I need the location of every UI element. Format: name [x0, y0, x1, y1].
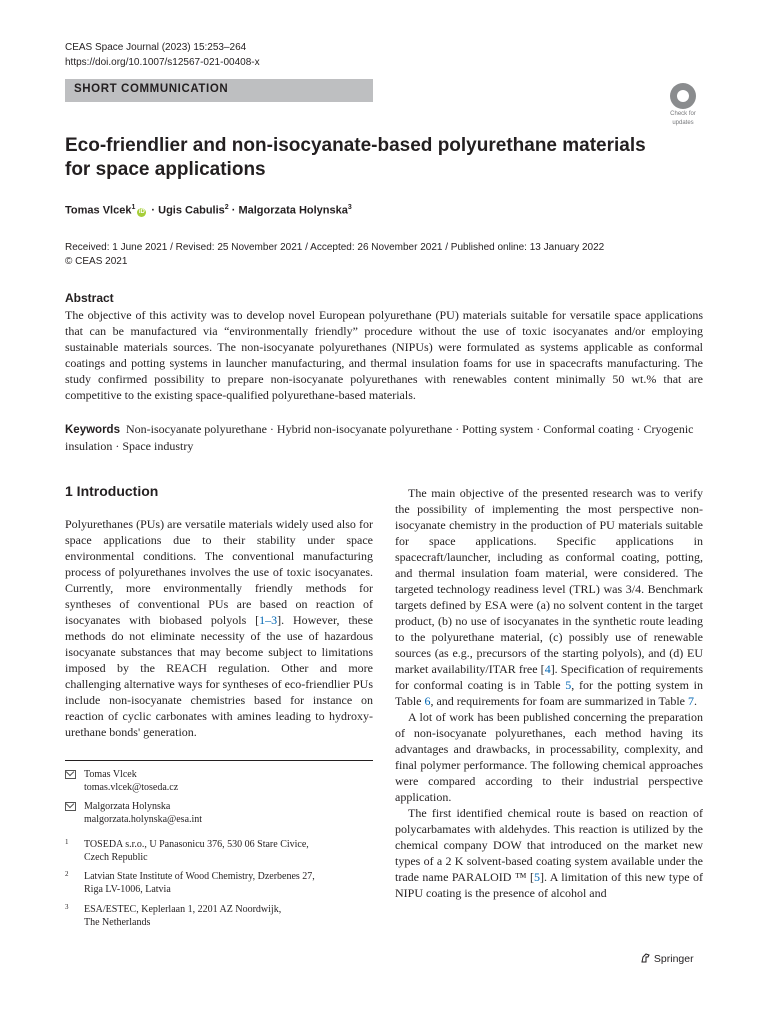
table-link[interactable]: 7	[688, 694, 694, 708]
contact-email[interactable]: tomas.vlcek@toseda.cz	[84, 782, 179, 793]
keywords	[65, 421, 703, 454]
orcid-icon[interactable]: iD	[138, 208, 145, 215]
citation-link[interactable]: 5	[534, 870, 541, 884]
abstract-text: The objective of this activity was to develop novel European polyurethane (PU) materials suitable for versatile space applications that can be manufactured via “environmentally friendly” procedure without the use of toxic isocyanates and/or employing sustainable materials sources. The non-isocyanate polyurethanes (NIPUs) were formulated as systems applicable as conformal coatings and potting systems in launcher manufacturing, and thermal insulation foams for use in spacecrafts manufacturing. The study confirmed possibility to prepare non-isocyanate polyurethanes with renewables content minimally 50 wt.% that are competitive to the existing space-qualified polyurethane-based materials.	[65, 308, 703, 402]
citation-link[interactable]: 1–3	[259, 613, 278, 627]
check-updates-icon	[670, 83, 696, 109]
author-holynska[interactable]: Malgorzata Holynska	[238, 204, 348, 217]
envelope-icon	[65, 802, 76, 811]
doi-link[interactable]: https://doi.org/10.1007/s12567-021-00408-x	[65, 57, 260, 68]
intro-paragraph-left: Polyurethanes (PUs) are versatile materials widely used also for space applications due to their stability under space environmental conditions. The conventional manufacturing process of polyurethanes involves the use of toxic isocyanates. Currently, more environmentally friendly methods for syntheses of conventional PUs are based on reaction of isocyanates with biobased polyols [1–3]. However, these methods do not eliminate necessity of the use of hazardous isocyanate substances that may become subject to limitations imposed by the REACH regulation. Other and more challenging alternative ways for syntheses of eco-friendlier PUs include non-isocyanate chemistries based for instance on reaction of cyclic carbonates with amines leading to hydroxy-urethane bonds' generation.	[65, 517, 373, 739]
article-type-banner	[65, 79, 373, 102]
author-list	[65, 204, 352, 217]
author-affil-1: 1	[131, 204, 136, 211]
author-cabulis[interactable]: Ugis Cabulis	[158, 204, 225, 217]
intro-paragraph-objective: The main objective of the presented research was to verify the possibility of implementing the most perspective non-isocyanate chemistry in the production of PU materials suitable for space applications. Specific applications in spacecraft/launcher, including as conformal coating, potting, and thermal insulation foam material, were considered. The targeted technology readiness level (TRL) was 3/4. Benchmark targets defined by ESA were (a) no solvent content in the target product, (b) no use of isocyanates in the synthetic route leading to the polyurethane material, (c) possibly use of renewable sources (as e.g., precursors of the starting polyols), and (d) EU market availability/ITAR free [4]. Specification of requirements for conformal coating is in Table 5, for the potting system in Table 6, and requirements for foam are summarized in Table 7.	[395, 486, 704, 708]
table-link[interactable]: 6	[424, 694, 431, 708]
affiliation-number: 3	[65, 903, 69, 911]
paper-title: Eco-friendlier and non-isocyanate-based polyurethane materials for space applications	[65, 135, 646, 180]
author-affil-3: 3	[347, 204, 352, 211]
contact-email[interactable]: malgorzata.holynska@esa.int	[84, 814, 203, 825]
table-link[interactable]: 5	[565, 678, 572, 692]
publisher-name: Springer	[653, 953, 694, 965]
author-vlcek[interactable]: Tomas Vlcek	[65, 204, 132, 217]
intro-paragraph-first-route: The first identified chemical route is based on reaction of polycarbamates with aldehydes. This reaction is utilized by the chemical company DOW that introduced on the market new types of a 2 K solvent-based coating system available under the trade name PARALOID ™ [5]. A limitation of this new type of NIPU coating is the presence of alcohol and	[395, 806, 704, 900]
article-type-label: SHORT COMMUNICATION	[74, 83, 229, 95]
publisher-logo	[640, 952, 694, 965]
footnote-divider	[65, 760, 373, 761]
journal-header	[65, 40, 260, 70]
envelope-icon	[65, 770, 76, 779]
author-separator: ·	[148, 204, 159, 217]
date-history: Received: 1 June 2021 / Revised: 25 November 2021 / Accepted: 26 November 2021 / Published online: 13 January 2022	[65, 242, 605, 253]
intro-paragraph-literature: A lot of work has been published concerning the preparation of non-isocyanate polyurethanes, each method having its advantages and drawbacks, in processability, complexity, and final polymer performance. The following chemical approaches were compared according to their industrial perspective application.	[395, 710, 703, 804]
copyright-notice: © CEAS 2021	[65, 256, 128, 267]
keywords-list: Non-isocyanate polyurethane · Hybrid non-isocyanate polyurethane · Potting system · Conformal coating · Cryogenic insulation · Space industry	[65, 422, 694, 453]
affiliation-number: 1	[65, 838, 69, 846]
contact-name: Tomas Vlcek	[84, 769, 137, 780]
right-column	[395, 485, 703, 901]
check-for-updates-badge[interactable]	[660, 83, 706, 125]
check-updates-text-2: updates	[672, 120, 694, 126]
springer-horse-icon	[640, 952, 651, 963]
author-separator: ·	[228, 204, 239, 217]
section-heading-introduction: 1 Introduction	[65, 483, 159, 499]
citation-link[interactable]: 4	[544, 662, 551, 676]
journal-citation: CEAS Space Journal (2023) 15:253–264	[65, 42, 247, 53]
affiliation-number: 2	[65, 870, 69, 878]
publication-dates	[65, 241, 604, 269]
contact-name: Malgorzata Holynska	[84, 801, 171, 812]
keywords-label: Keywords	[65, 424, 120, 436]
author-affil-2: 2	[224, 204, 229, 211]
abstract-heading: Abstract	[65, 291, 114, 305]
check-updates-text-1: Check for	[670, 111, 696, 117]
